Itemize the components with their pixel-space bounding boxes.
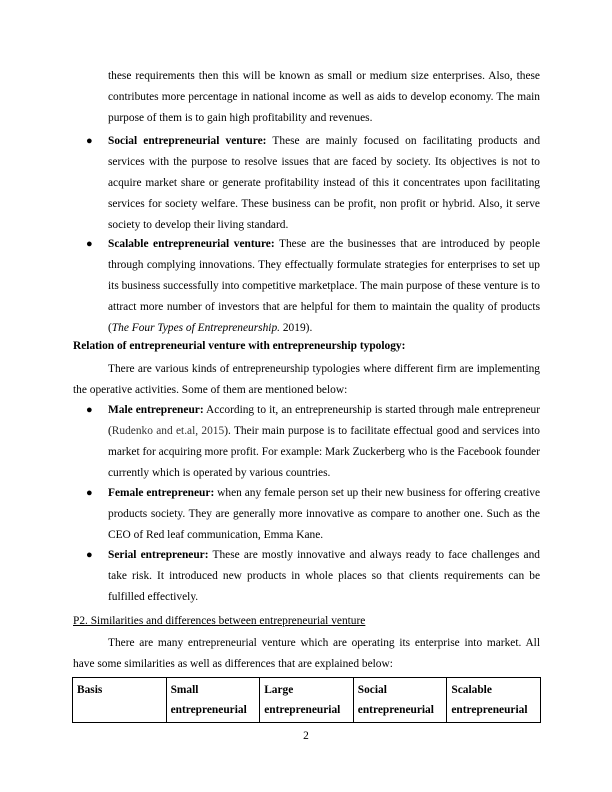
relation-heading: Relation of entrepreneurial venture with entrepreneurship typology: — [73, 340, 406, 352]
bullet-term: Female entrepreneur: — [108, 487, 215, 499]
table-header-cell: Basis — [73, 678, 167, 723]
bullet-text-continued: ). Their main purpose is to facilitate effectual good and services into market for acquiring more profit. For example: Mark Zuckerberg who is the Facebook founder currently which is operated by various countries. — [108, 424, 540, 479]
table-header-cell: Social entrepreneurial — [353, 678, 447, 723]
bullet-term: Serial entrepreneur: — [108, 549, 209, 561]
bullet-male-entrepreneur — [86, 400, 540, 484]
citation: Rudenko and et.al, 2015 — [111, 424, 225, 437]
bullet-dot-icon: ● — [86, 404, 93, 416]
bullet-dot-icon: ● — [86, 549, 93, 561]
bullet-female-entrepreneur — [86, 483, 541, 546]
bullet-dot-icon: ● — [86, 135, 93, 147]
bullet-text: These are mostly innovative and always ready to face challenges and take risk. It introduced new products in whole places so that clients requirements can be fulfilled effectively. — [108, 549, 540, 603]
citation-year: 2019). — [280, 321, 313, 334]
bullet-dot-icon: ● — [86, 487, 93, 499]
bullet-term: Social entrepreneurial venture: — [108, 135, 267, 147]
bullet-text: These are mainly focused on facilitating products and services with the purpose to resolve issues that are faced by society. Its objectives is not to acquire market share or generate profitability instead of this it concentrates upon facilitating services for society welfare. These business can be profit, non profit or hybrid. Also, it serve society to develop their living standard. — [108, 135, 541, 231]
table-header-cell: Small entrepreneurial — [166, 678, 260, 723]
bullet-serial-entrepreneur — [86, 545, 540, 608]
table-header-row — [73, 678, 541, 723]
bullet-scalable-venture — [86, 234, 541, 339]
citation-title: The Four Types of Entrepreneurship. — [111, 321, 281, 334]
comparison-table — [72, 677, 541, 723]
intro-continuation-paragraph: these requirements then this will be known as small or medium size enterprises. Also, these contributes more percentage in national income as well as aids to develop economy. The main purpose of them is to gain high profitability and revenues. — [108, 70, 540, 124]
page-number: 2 — [303, 730, 309, 742]
table-header-cell: Scalable entrepreneurial — [447, 678, 541, 723]
bullet-text: These are the businesses that are introduced by people through complying innovations. They effectually formulate strategies for enterprises to set up its business successfully into competitive marketplace. The main purpose of these venture is to attract more number of investors that are helpful for them to maintain the quality of products ( — [108, 238, 541, 334]
bullet-text: According to it, an entrepreneurship is started through male entrepreneur ( — [108, 404, 540, 437]
bullet-term: Scalable entrepreneurial venture: — [108, 238, 275, 250]
bullet-text: when any female person set up their new business for offering creative products society. They are generally more innovative as compare to another one. Such as the CEO of Red leaf communication, Emma Kane. — [108, 487, 541, 541]
p2-intro-paragraph: There are many entrepreneurial venture which are operating its enterprise into market. All have some similarities as well as differences that are explained below: — [73, 637, 540, 670]
bullet-social-venture — [86, 131, 541, 236]
bullet-dot-icon: ● — [86, 238, 93, 250]
table-header-cell: Large entrepreneurial — [260, 678, 354, 723]
relation-intro-paragraph: There are various kinds of entrepreneurship typologies where different firm are implementing the operative activities. Some of them are mentioned below: — [73, 363, 540, 396]
p2-heading: P2. Similarities and differences between entrepreneurial venture — [73, 615, 366, 627]
bullet-term: Male entrepreneur: — [108, 404, 204, 416]
